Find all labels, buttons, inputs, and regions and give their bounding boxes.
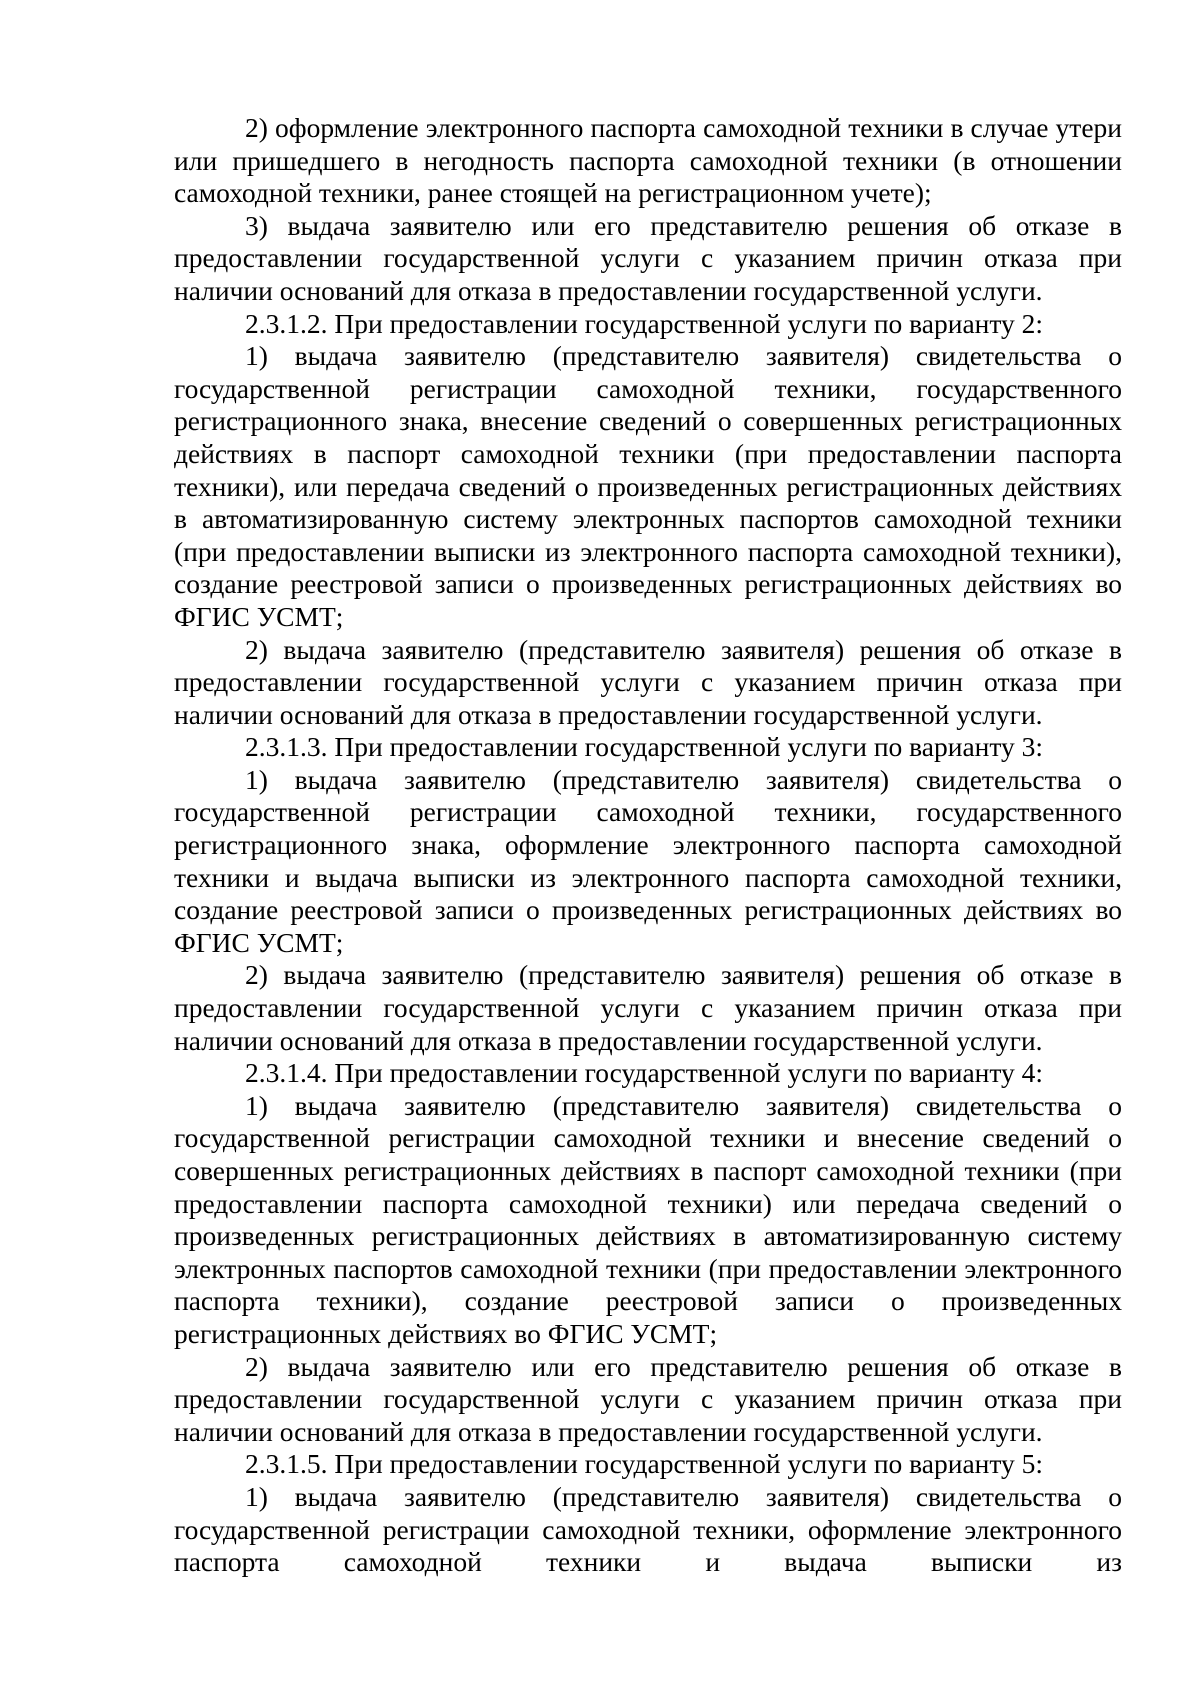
paragraph-variant-4-item-2: 2) выдача заявителю или его представителю решения об отказе в предоставлении государственной услуги с указанием причин отказа при наличии оснований для отказа в предоставлении государственной услуги.	[174, 1350, 1122, 1447]
paragraph-variant-2-item-1: 1) выдача заявителю (представителю заявителя) свидетельства о государственной регистрации самоходной техники, государственного регистрационного знака, внесение сведений о совершенных регистрационных действиях в паспорт самоходной техники (при предоставлении паспорта техники), или передача сведений о произведенных регистрационных действиях в автоматизированную систему электронных паспортов самоходной техники (при предоставлении выписки из электронного паспорта самоходной техники), создание реестровой записи о произведенных регистрационных действиях во ФГИС УСМТ;	[174, 340, 1122, 632]
paragraph-variant-4-item-1: 1) выдача заявителю (представителю заявителя) свидетельства о государственной регистрации самоходной техники и внесение сведений о совершенных регистрационных действиях в паспорт самоходной техники (при предоставлении паспорта самоходной техники) или передача сведений о произведенных регистрационных действиях в автоматизированную систему электронных паспортов самоходной техники (при предоставлении электронного паспорта техники), создание реестровой записи о произведенных регистрационных действиях во ФГИС УСМТ;	[174, 1089, 1122, 1349]
section-heading-2-3-1-2: 2.3.1.2. При предоставлении государственной услуги по варианту 2:	[245, 307, 1044, 339]
section-heading-2-3-1-3: 2.3.1.3. При предоставлении государственной услуги по варианту 3:	[245, 731, 1044, 763]
section-heading-2-3-1-4: 2.3.1.4. При предоставлении государственной услуги по варианту 4:	[245, 1057, 1044, 1089]
paragraph-variant-3-item-2: 2) выдача заявителю (представителю заявителя) решения об отказе в предоставлении государственной услуги с указанием причин отказа при наличии оснований для отказа в предоставлении государственной услуги.	[174, 959, 1122, 1056]
paragraph-variant-3-item-1: 1) выдача заявителю (представителю заявителя) свидетельства о государственной регистрации самоходной техники, государственного регистрационного знака, оформление электронного паспорта самоходной техники и выдача выписки из электронного паспорта самоходной техники, создание реестровой записи о произведенных регистрационных действиях во ФГИС УСМТ;	[174, 763, 1122, 958]
paragraph-variant-5-item-1: 1) выдача заявителю (представителю заявителя) свидетельства о государственной регистрации самоходной техники, оформление электронного паспорта самоходной техники и выдача выписки из	[174, 1480, 1122, 1578]
paragraph-variant-1-item-2: 2) оформление электронного паспорта самоходной техники в случае утери или пришедшего в негодность паспорта самоходной техники (в отношении самоходной техники, ранее стоящей на регистрационном учете);	[174, 112, 1122, 209]
section-heading-2-3-1-5: 2.3.1.5. При предоставлении государственной услуги по варианту 5:	[245, 1448, 1044, 1480]
document-body	[174, 112, 1122, 1579]
paragraph-variant-1-item-3: 3) выдача заявителю или его представителю решения об отказе в предоставлении государственной услуги с указанием причин отказа при наличии оснований для отказа в предоставлении государственной услуги.	[174, 209, 1122, 306]
paragraph-variant-2-item-2: 2) выдача заявителю (представителю заявителя) решения об отказе в предоставлении государственной услуги с указанием причин отказа при наличии оснований для отказа в предоставлении государственной услуги.	[174, 633, 1122, 730]
